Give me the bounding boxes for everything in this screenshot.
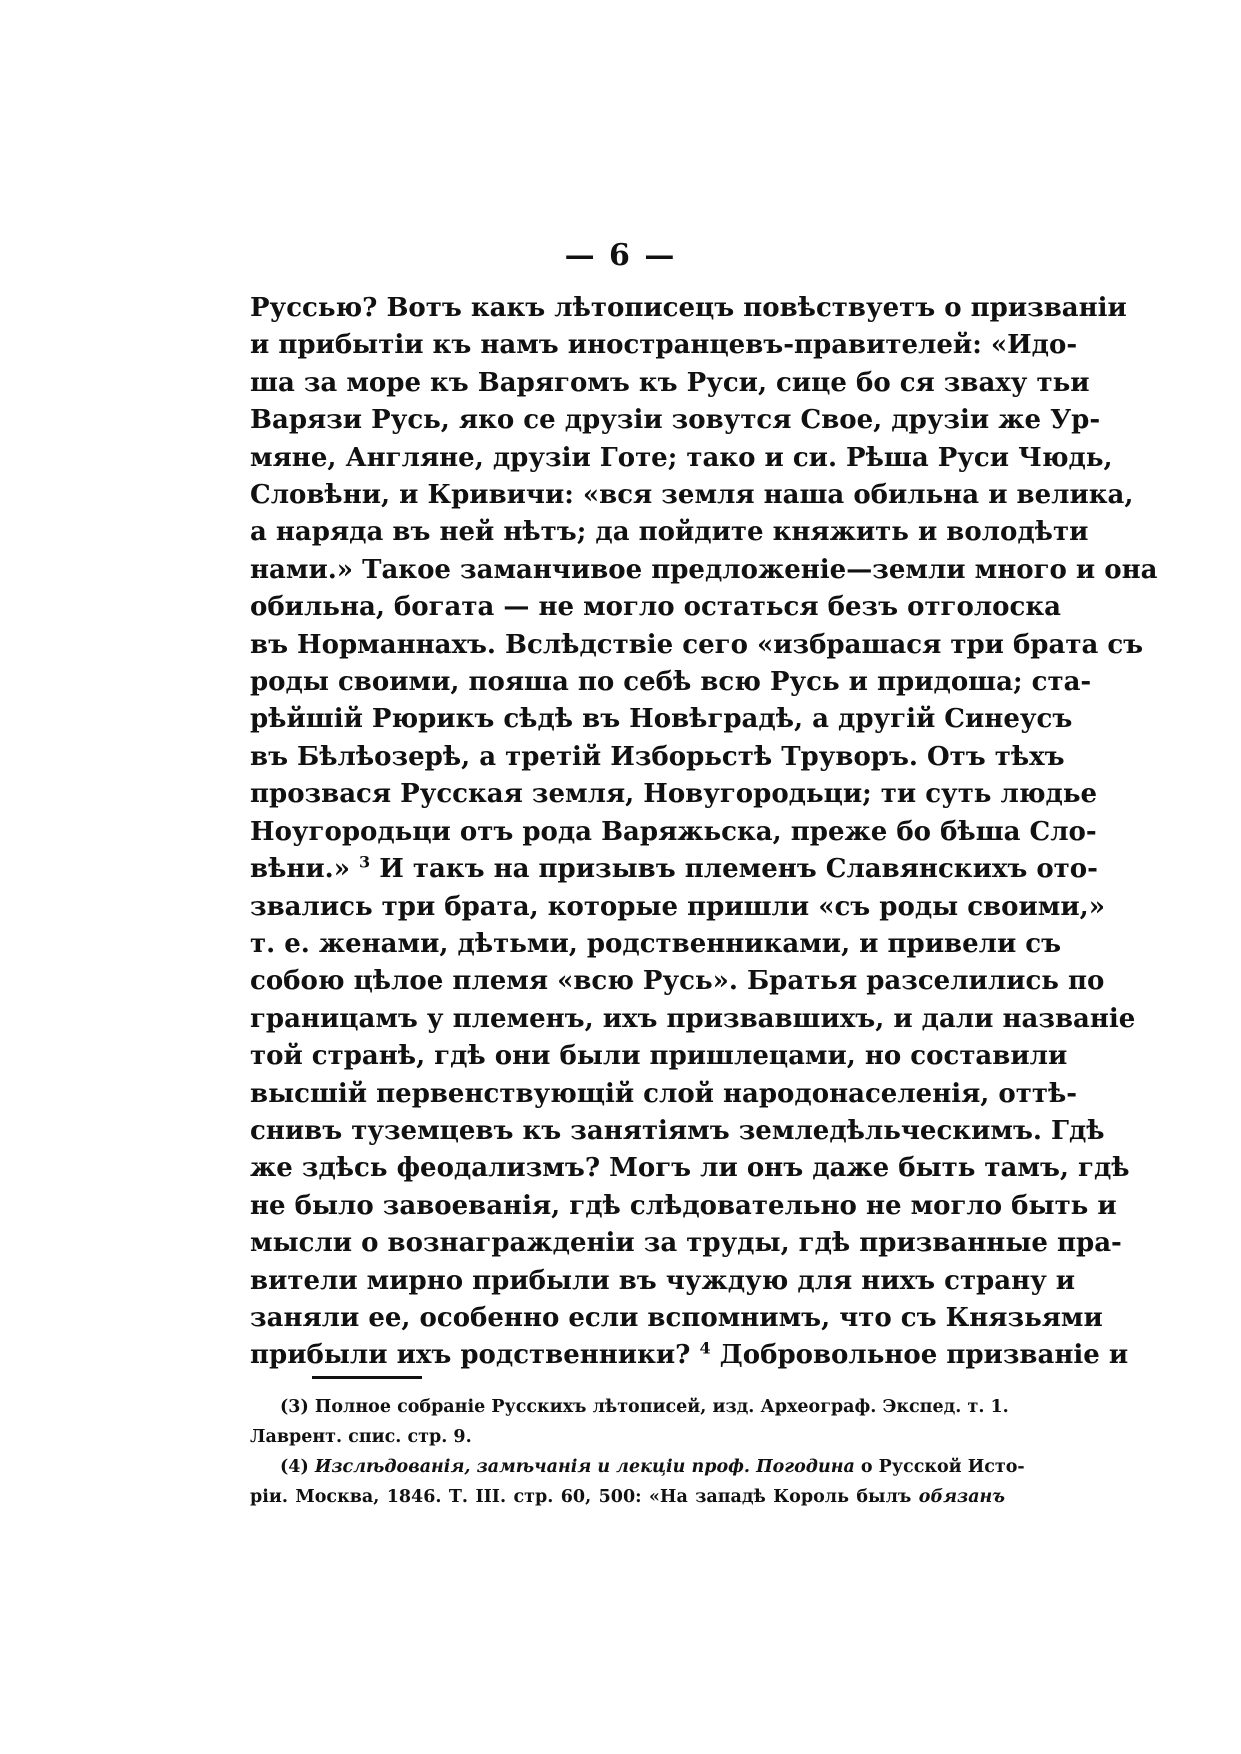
text-line: собою цѣлое племя «всю Русь». Братья разселились по — [250, 966, 1105, 997]
text-line: въ Норманнахъ. Вслѣдствіе сего «избрашася три брата съ — [250, 629, 1144, 660]
text-line: Руссью? Вотъ какъ лѣтописецъ повѣствуетъ о призваніи — [250, 293, 1127, 323]
text-line: рѣйшій Рюрикъ сѣдѣ въ Новѣградѣ, а другій Синеусъ — [250, 704, 1073, 735]
text-fragment: Добровольное призваніе и — [719, 1340, 1129, 1371]
footnote-ref: 3 — [359, 852, 371, 872]
text-fragment: И такъ на призывъ племенъ Славянскихъ ото- — [379, 854, 1098, 885]
footnote-4-line — [250, 1482, 1005, 1512]
text-line: въ Бѣлѣозерѣ, а третій Изборьстѣ Труворъ. Отъ тѣхъ — [250, 741, 1065, 772]
text-fragment: прибыли ихъ родственники? — [250, 1340, 691, 1371]
text-line: обильна, богата — не могло остаться безъ отголоска — [250, 592, 1061, 623]
text-line: прозвася Русская земля, Новугородьци; ти суть людье — [250, 779, 1098, 810]
text-line: ша за море къ Варягомъ къ Руси, сице бо ся зваху тьи — [250, 367, 1090, 398]
footnote-3-line: Лаврент. спис. стр. 9. — [250, 1427, 472, 1447]
footnote-italic-word: обязанъ — [918, 1487, 1006, 1507]
text-line: Словѣни, и Кривичи: «вся земля наша обильна и велика, — [250, 480, 1134, 511]
footnote-title: Изслѣдованія, замѣчанія и лекціи проф. Погодина — [314, 1457, 855, 1477]
footnote-mark: (4) — [280, 1457, 309, 1477]
text-line: мяне, Англяне, друзіи Готе; тако и си. Рѣша Руси Чюдь, — [250, 442, 1113, 473]
text-line: же здѣсь феодализмъ? Могъ ли онъ даже быть тамъ, гдѣ — [250, 1153, 1130, 1184]
text-line: т. е. женами, дѣтьми, родственниками, и привели съ — [250, 928, 1062, 959]
footnotes — [250, 1392, 1025, 1512]
footnote-ref: 4 — [699, 1338, 711, 1358]
text-line: той странѣ, гдѣ они были пришлецами, но составили — [250, 1041, 1068, 1072]
text-line: не было завоеванія, гдѣ слѣдовательно не могло быть и — [250, 1190, 1117, 1221]
text-line: роды своими, пояша по себѣ всю Русь и придоша; ста- — [250, 667, 1092, 698]
footnote-divider — [312, 1376, 422, 1379]
footnote-3-line: (3) Полное собраніе Русскихъ лѣтописей, изд. Археограф. Экспед. т. 1. — [280, 1397, 1009, 1417]
text-line-with-note — [250, 851, 1098, 888]
body-text — [250, 290, 1158, 1375]
text-line: высшій первенствующій слой народонаселенія, оттѣ- — [250, 1078, 1078, 1109]
text-line: а наряда въ ней нѣтъ; да пойдите княжить и володѣти — [250, 517, 1089, 548]
text-line: Варязи Русь, яко се друзіи зовутся Свое, друзіи же Ур- — [250, 405, 1101, 436]
text-line-with-note — [250, 1337, 1129, 1374]
page-number: — 6 — — [564, 238, 677, 273]
text-line: звались три брата, которые пришли «съ роды своими,» — [250, 891, 1105, 922]
text-fragment: вѣни.» — [250, 854, 350, 885]
text-line: вители мирно прибыли въ чуждую для нихъ страну и — [250, 1265, 1076, 1296]
text-line: нами.» Такое заманчивое предложеніе—земли много и она — [250, 554, 1158, 585]
footnote-text: о Русской Исто- — [860, 1457, 1025, 1477]
text-line: заняли ее, особенно если вспомнимъ, что съ Князьями — [250, 1302, 1103, 1333]
footnote-text: ріи. Москва, 1846. Т. III. стр. 60, 500: «На западѣ Король былъ — [250, 1487, 912, 1507]
footnote-4-line — [250, 1452, 1025, 1482]
text-line: и прибытіи къ намъ иностранцевъ-правителей: «Идо- — [250, 330, 1078, 361]
text-line: снивъ туземцевъ къ занятіямъ земледѣльческимъ. Гдѣ — [250, 1115, 1105, 1146]
text-line: мысли о вознагражденіи за труды, гдѣ призванные пра- — [250, 1228, 1122, 1259]
text-line: границамъ у племенъ, ихъ призвавшихъ, и дали названіе — [250, 1003, 1136, 1034]
text-line: Ноугородьци отъ рода Варяжьска, преже бо бѣша Сло- — [250, 816, 1097, 847]
